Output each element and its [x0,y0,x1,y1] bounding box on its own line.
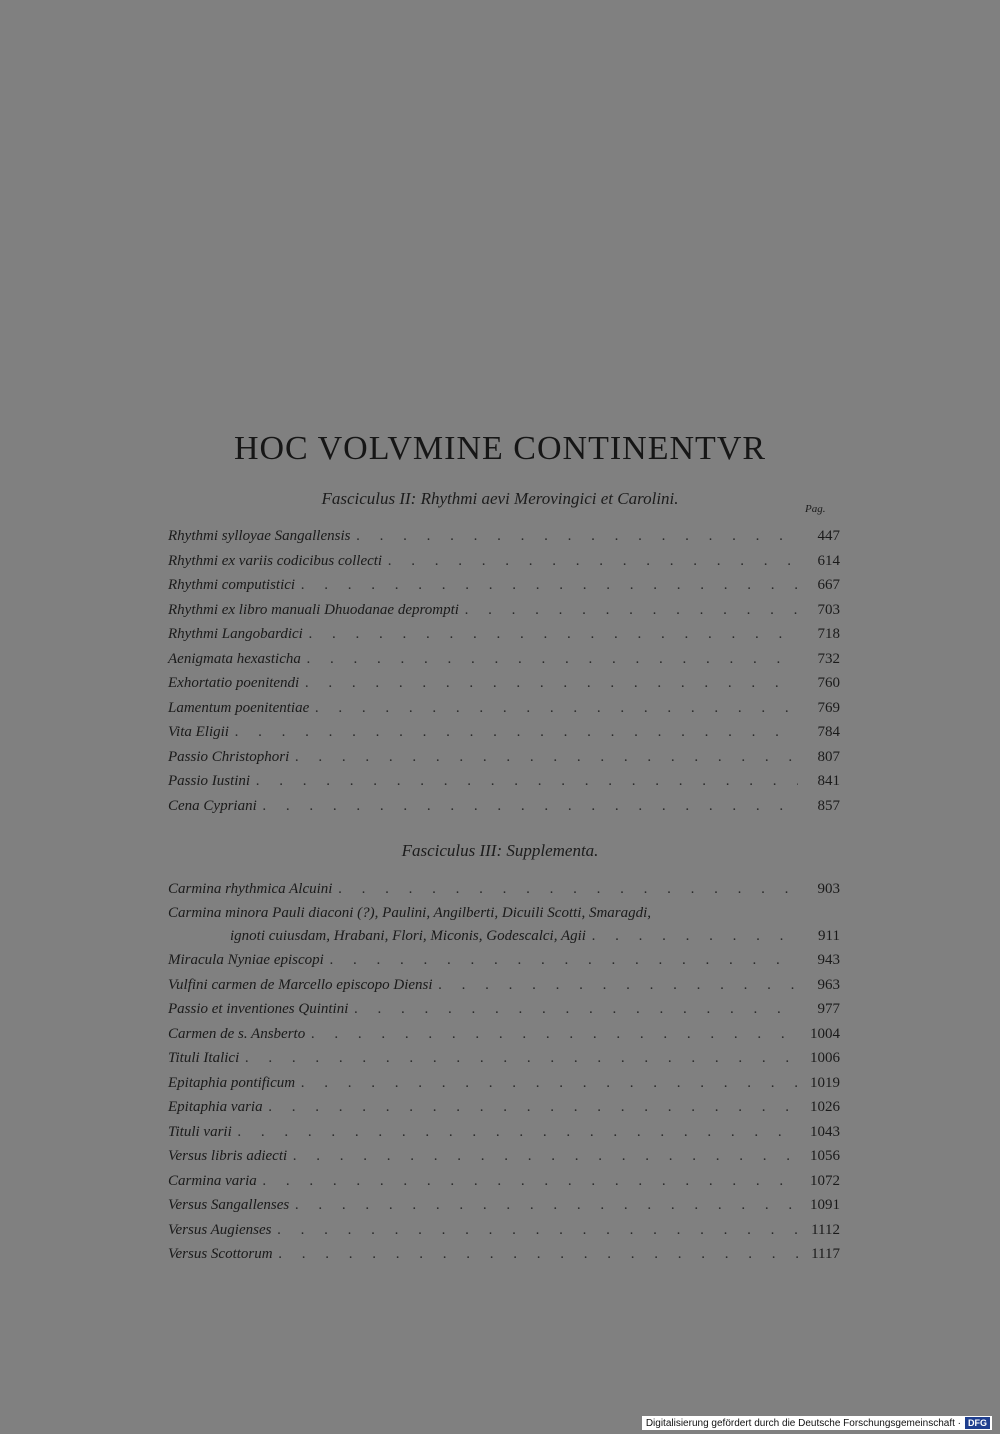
leader-dots [269,1095,798,1120]
toc-entry[interactable] [168,877,840,902]
toc-entry[interactable] [168,1144,840,1169]
toc-entry-page: 1072 [810,1172,840,1189]
toc-entry-page: 857 [817,797,840,814]
toc-entry[interactable] [168,1242,840,1267]
toc-entry-title: Passio Christophori [168,748,290,765]
page-title: HOC VOLVMINE CONTINENTVR [233,430,767,467]
toc-entry-title: Versus Scottorum [168,1246,273,1262]
toc-entry[interactable] [168,696,840,721]
leader-dots [309,622,798,647]
toc-entry-title: Rhythmi ex variis codicibus collecti [168,552,383,569]
leader-dots [263,1169,798,1194]
toc-entry-title: Aenigmata hexasticha [168,650,301,667]
leader-dots [356,524,798,549]
toc-entry-title: Tituli Italici [168,1050,240,1066]
toc-entry-title: Exhortatio poenitendi [168,675,300,691]
toc-entry-page: 447 [817,528,840,544]
toc-entry-title: Passio Iustini [168,773,251,789]
leader-dots [311,1022,798,1047]
leader-dots [301,1071,798,1096]
toc-entry-page: 1112 [811,1221,840,1238]
toc-entry-page: 841 [817,773,840,789]
toc-entry[interactable] [168,1022,840,1047]
digitization-footer [642,1416,992,1430]
toc-entry-title: Versus Sangallenses [168,1197,290,1213]
toc-entry-title: Lamentum poenitentiae [168,699,310,716]
toc-entry-page: 911 [818,927,840,944]
toc-entry-multiline-first[interactable] [168,902,840,924]
toc-entry-page: 1019 [810,1074,840,1091]
toc-entry-page: 1026 [810,1099,840,1115]
toc-entry-title: Rhythmi Langobardici [168,626,303,642]
toc-entry-page: 703 [817,601,840,618]
toc-entry-page: 1091 [810,1197,840,1213]
toc-entry-page: 614 [817,552,840,569]
dfg-logo: DFG [965,1417,990,1429]
toc-entry[interactable] [168,769,840,794]
toc-entry-title: Rhythmi computistici [168,577,296,593]
leader-dots [295,1193,798,1218]
toc-entry-page: 732 [817,650,840,667]
leader-dots [279,1242,798,1267]
toc-entry-page: 769 [817,699,840,716]
toc-entry-title: Vita Eligii [168,724,229,740]
toc-entry[interactable] [168,622,840,647]
toc-entry[interactable] [168,1095,840,1120]
toc-entry-title: Vulfini carmen de Marcello episcopo Diensi [168,976,433,993]
toc-entry-page: 1043 [810,1123,840,1140]
section-heading-fasciculus-ii: Fasciculus II: Rhythmi aevi Merovingici et Carolini. [321,489,679,508]
leader-dots [277,1218,798,1243]
toc-entry-title: Miracula Nyniae episcopi [168,952,324,968]
toc-entry-title: Carmen de s. Ansberto [168,1025,306,1042]
toc-entry-page: 760 [817,675,840,691]
toc-entry-multiline-second[interactable] [168,924,840,949]
leader-dots [256,769,798,794]
toc-entry[interactable] [168,745,840,770]
toc-entry[interactable] [168,549,840,574]
toc-entry[interactable] [168,1193,840,1218]
toc-entry[interactable] [168,720,840,745]
section-heading-fasciculus-iii: Fasciculus III: Supplementa. [401,841,599,860]
toc-entry[interactable] [168,794,840,819]
toc-entry-title: Versus libris adiecti [168,1148,288,1164]
toc-entry-title: ignoti cuiusdam, Hrabani, Flori, Miconis, Godescalci, Agii [230,927,586,944]
toc-entry-page: 784 [817,724,840,740]
leader-dots [295,745,798,770]
leader-dots [245,1046,798,1071]
toc-entry-title: Rhythmi ex libro manuali Dhuodanae deprompti [168,601,459,618]
footer-credit-text: Digitalisierung gefördert durch die Deutsche Forschungsgemeinschaft · [645,1417,961,1429]
toc-entry-page: 977 [817,1001,840,1017]
leader-dots [330,948,798,973]
toc-entry[interactable] [168,1071,840,1096]
toc-entry[interactable] [168,997,840,1022]
toc-fasciculus-iii [168,877,840,1267]
toc-entry-page: 903 [817,881,840,897]
leader-dots [465,598,798,623]
toc-entry-page: 1004 [810,1025,840,1042]
toc-entry-title: Cena Cypriani [168,797,257,814]
leader-dots [439,973,798,998]
toc-entry-title: Passio et inventiones Quintini [168,1001,349,1017]
toc-entry[interactable] [168,671,840,696]
leader-dots [315,696,798,721]
toc-entry-title: Tituli varii [168,1123,232,1140]
toc-entry-page: 1006 [810,1050,840,1066]
toc-entry-page: 667 [817,577,840,593]
toc-entry-page: 718 [817,626,840,642]
toc-entry-page: 963 [817,976,840,993]
toc-entry[interactable] [168,1120,840,1145]
leader-dots [307,647,798,672]
toc-entry[interactable] [168,524,840,549]
toc-entry-title: Carmina varia [168,1172,257,1189]
toc-entry-title: Epitaphia pontificum [168,1074,296,1091]
leader-dots [338,877,798,902]
leader-dots [305,671,798,696]
leader-dots [293,1144,798,1169]
leader-dots [235,720,798,745]
toc-entry-page: 807 [817,748,840,765]
leader-dots [301,573,798,598]
leader-dots [238,1120,798,1145]
leader-dots [592,924,798,949]
toc-entry[interactable] [168,948,840,973]
toc-entry[interactable] [168,1169,840,1194]
toc-entry[interactable] [168,973,840,998]
toc-entry-title: Carmina minora Pauli diaconi (?), Paulini, Angilberti, Dicuili Scotti, Smaragdi, [168,904,652,921]
toc-entry-title: Carmina rhythmica Alcuini [168,881,333,897]
toc-entry-page: 1056 [810,1148,840,1164]
toc-entry-page: 1117 [811,1246,840,1262]
toc-entry-page: 943 [817,952,840,968]
toc-entry[interactable] [168,1218,840,1243]
toc-entry[interactable] [168,598,840,623]
page-column-label: Pag. [805,503,826,515]
toc-entry[interactable] [168,1046,840,1071]
toc-entry-title: Rhythmi sylloyae Sangallensis [168,528,351,544]
leader-dots [388,549,798,574]
toc-entry-title: Versus Augienses [168,1221,272,1238]
leader-dots [354,997,798,1022]
toc-entry-title: Epitaphia varia [168,1099,263,1115]
toc-entry[interactable] [168,573,840,598]
toc-fasciculus-ii [168,524,840,818]
toc-entry[interactable] [168,647,840,672]
leader-dots [263,794,798,819]
